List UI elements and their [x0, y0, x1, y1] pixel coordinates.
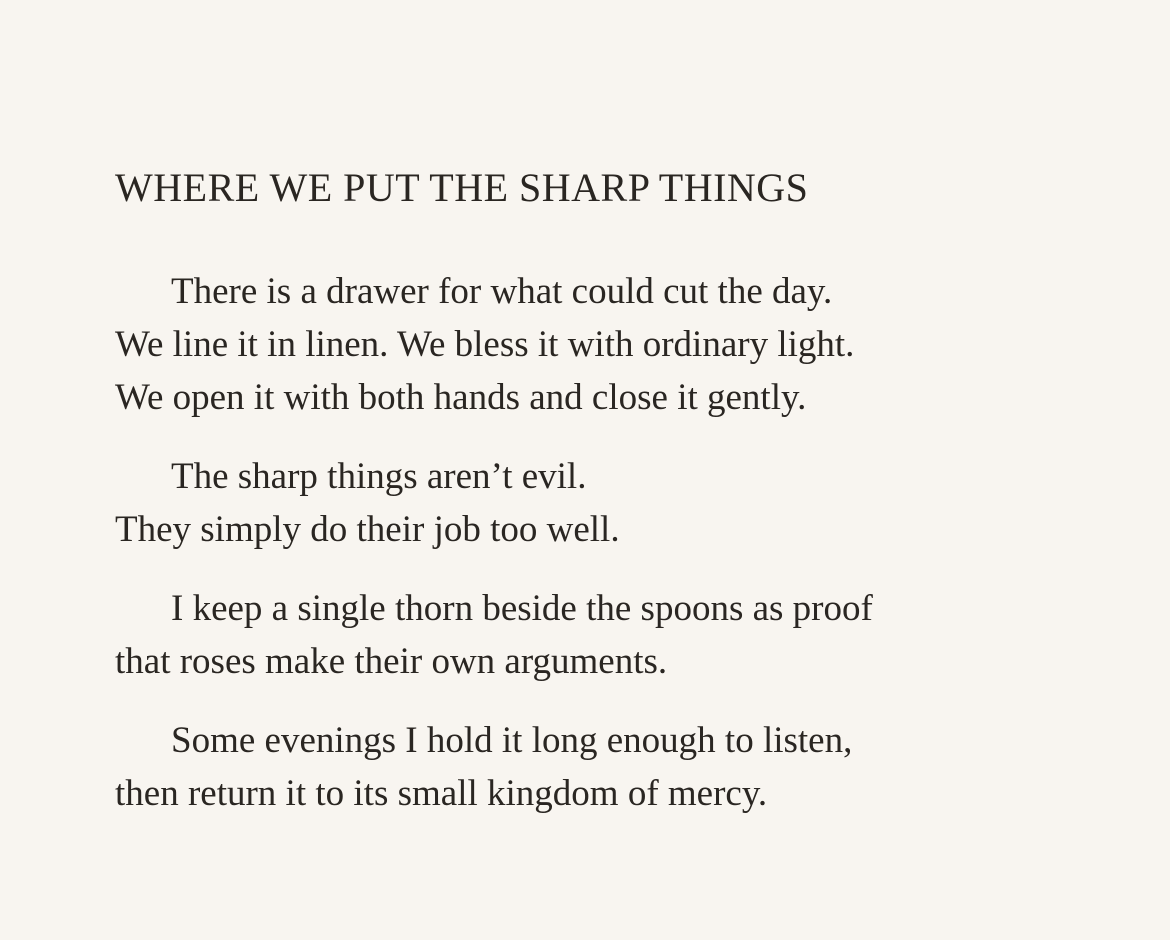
- poem-line: I keep a single thorn beside the spoons as proof: [171, 588, 873, 629]
- poem-line: Some evenings I hold it long enough to listen,: [171, 720, 853, 761]
- poem-line: They simply do their job too well.: [115, 509, 620, 550]
- stanza: [115, 450, 620, 556]
- poem-line: There is a drawer for what could cut the day.: [171, 271, 833, 312]
- poem-title: WHERE WE PUT THE SHARP THINGS: [115, 165, 809, 210]
- poem-line: We line it in linen. We bless it with ordinary light.: [115, 324, 855, 365]
- poem-line: that roses make their own arguments.: [115, 641, 668, 682]
- poem-line: then return it to its small kingdom of mercy.: [115, 773, 768, 814]
- stanza: [115, 582, 873, 688]
- poem-line: We open it with both hands and close it gently.: [115, 377, 807, 418]
- poem-line: The sharp things aren’t evil.: [171, 456, 587, 497]
- stanza: [115, 265, 854, 424]
- stanza: [115, 714, 852, 820]
- poem-page: [115, 160, 1115, 814]
